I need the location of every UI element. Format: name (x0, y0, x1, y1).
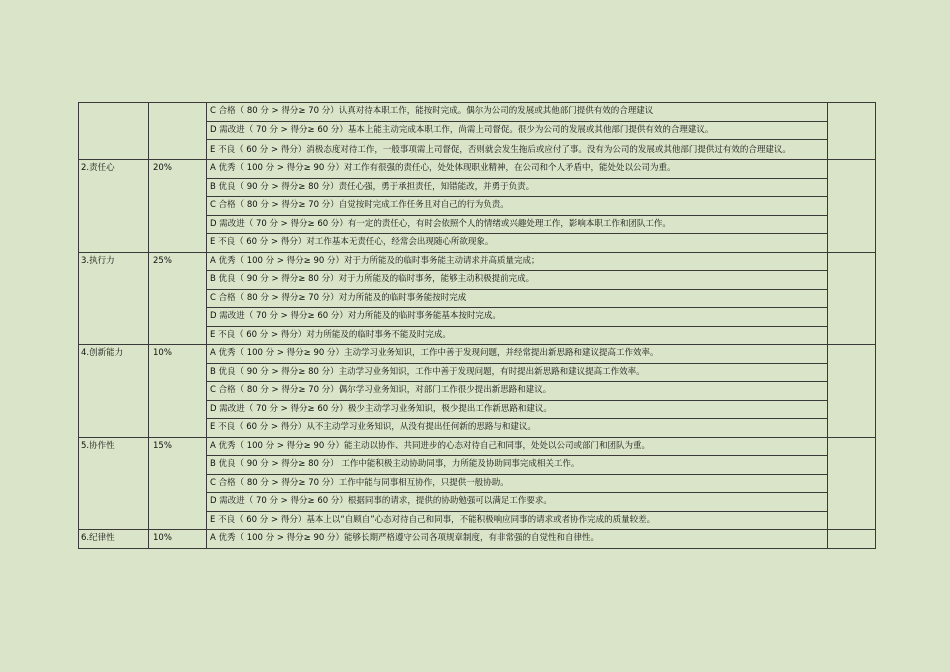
score-cell[interactable] (828, 437, 876, 530)
score-cell[interactable] (828, 345, 876, 438)
grade-description: A 优秀（ 100 分 > 得分≥ 90 分）对于力所能及的临时事务能主动请求并高质量完成； (207, 252, 828, 271)
grade-description: C 合格（ 80 分 > 得分≥ 70 分）认真对待本职工作，能按时完成。偶尔为公司的发展或其他部门提供有效的合理建议 (207, 103, 828, 122)
grade-description: B 优良（ 90 分 > 得分≥ 80 分）对于力所能及的临时事务，能够主动积极提前完成。 (207, 271, 828, 290)
table-row (79, 103, 876, 122)
score-cell[interactable] (828, 103, 876, 160)
grade-description: C 合格（ 80 分 > 得分≥ 70 分）对力所能及的临时事务能按时完成 (207, 289, 828, 308)
grade-description: D 需改进（ 70 分 > 得分≥ 60 分）基本上能主动完成本职工作，尚需上司督促。很少为公司的发展或其他部门提供有效的合理建议。 (207, 121, 828, 140)
criterion-weight: 10% (149, 345, 207, 438)
grade-description: D 需改进（ 70 分 > 得分≥ 60 分）对力所能及的临时事务能基本按时完成。 (207, 308, 828, 327)
criterion-name: 3.执行力 (79, 252, 149, 345)
criterion-name: 5.协作性 (79, 437, 149, 530)
grade-description: B 优良（ 90 分 > 得分≥ 80 分）主动学习业务知识，工作中善于发现问题，有时提出新思路和建议提高工作效率。 (207, 363, 828, 382)
grade-description: A 优秀（ 100 分 > 得分≥ 90 分）对工作有很强的责任心，处处体现职业精神，在公司和个人矛盾中，能处处以公司为重。 (207, 160, 828, 179)
table-row (79, 252, 876, 271)
grade-description: D 需改进（ 70 分 > 得分≥ 60 分）有一定的责任心，有时会依照个人的情绪或兴趣处理工作，影响本职工作和团队工作。 (207, 215, 828, 234)
evaluation-table-sheet (78, 102, 875, 549)
score-cell[interactable] (828, 252, 876, 345)
grade-description: D 需改进（ 70 分 > 得分≥ 60 分）极少主动学习业务知识，极少提出工作新思路和建议。 (207, 400, 828, 419)
criterion-name: 2.责任心 (79, 160, 149, 253)
grade-description: E 不良（ 60 分 > 得分）对工作基本无责任心，经常会出现随心所欲现象。 (207, 234, 828, 253)
criterion-weight: 15% (149, 437, 207, 530)
evaluation-table (78, 102, 876, 549)
grade-description: E 不良（ 60 分 > 得分）基本上以“自顾自”心态对待自己和同事，不能积极响应同事的请求或者协作完成的质量较差。 (207, 511, 828, 530)
grade-description: E 不良（ 60 分 > 得分）对力所能及的临时事务不能及时完成。 (207, 326, 828, 345)
grade-description: A 优秀（ 100 分 > 得分≥ 90 分）能主动以协作、共同进步的心态对待自己和同事，处处以公司或部门和团队为重。 (207, 437, 828, 456)
grade-description: B 优良（ 90 分 > 得分≥ 80 分） 工作中能积极主动协助同事，力所能及协助同事完成相关工作。 (207, 456, 828, 475)
criterion-name: 4.创新能力 (79, 345, 149, 438)
table-row (79, 437, 876, 456)
grade-description: C 合格（ 80 分 > 得分≥ 70 分）偶尔学习业务知识，对部门工作很少提出新思路和建议。 (207, 382, 828, 401)
table-row (79, 345, 876, 364)
grade-description: B 优良（ 90 分 > 得分≥ 80 分）责任心强，勇于承担责任，知错能改，并勇于负责。 (207, 178, 828, 197)
criterion-weight: 20% (149, 160, 207, 253)
table-row (79, 530, 876, 549)
table-row (79, 160, 876, 179)
grade-description: E 不良（ 60 分 > 得分）消极态度对待工作，一般事项需上司督促，否则就会发生拖后或应付了事。没有为公司的发展或其他部门提供过有效的合理建议。 (207, 140, 828, 160)
grade-description: A 优秀（ 100 分 > 得分≥ 90 分）能够长期严格遵守公司各项规章制度，有非常强的自觉性和自律性。 (207, 530, 828, 549)
criterion-weight: 10% (149, 530, 207, 549)
criterion-name-cell (79, 103, 149, 160)
score-cell[interactable] (828, 530, 876, 549)
grade-description: C 合格（ 80 分 > 得分≥ 70 分）工作中能与同事相互协作，只提供一般协助。 (207, 474, 828, 493)
criterion-weight-cell (149, 103, 207, 160)
grade-description: A 优秀（ 100 分 > 得分≥ 90 分）主动学习业务知识，工作中善于发现问题，并经常提出新思路和建议提高工作效率。 (207, 345, 828, 364)
score-cell[interactable] (828, 160, 876, 253)
grade-description: D 需改进（ 70 分 > 得分≥ 60 分）根据同事的请求，提供的协助勉强可以满足工作要求。 (207, 493, 828, 512)
criterion-name: 6.纪律性 (79, 530, 149, 549)
grade-description: C 合格（ 80 分 > 得分≥ 70 分）自觉按时完成工作任务且对自己的行为负责。 (207, 197, 828, 216)
criterion-weight: 25% (149, 252, 207, 345)
grade-description: E 不良（ 60 分 > 得分）从不主动学习业务知识，从没有提出任何新的思路与和建议。 (207, 419, 828, 438)
evaluation-table-body (79, 103, 876, 549)
